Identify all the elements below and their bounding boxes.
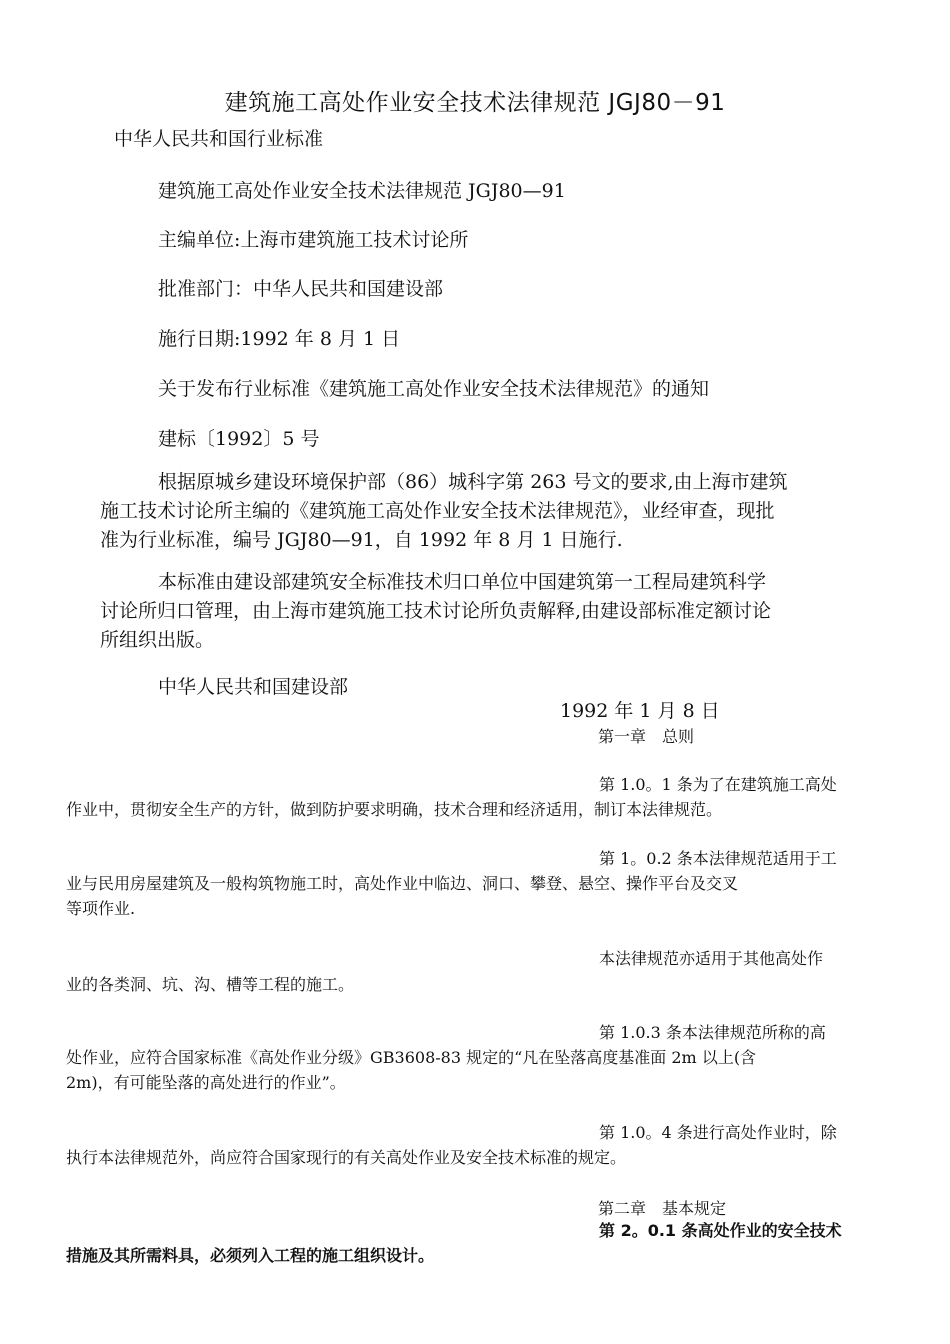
notice-paragraph-2: 本标准由建设部建筑安全标准技术归口单位中国建筑第一工程局建筑科学 讨论所归口管理，由上海市建筑施工技术讨论所负责解释,由建设部标准定额讨论 所组织出版。 <box>100 571 772 651</box>
chapter-2-heading: 第二章 基本规定 <box>598 1199 727 1218</box>
standard-name: 建筑施工高处作业安全技术法律规范 JGJ80—91 <box>158 180 566 202</box>
chapter-1-heading: 第一章 总则 <box>598 727 695 746</box>
article-2-0-1: 第 2。0.1 条高处作业的安全技术 措施及其所需料具，必须列入工程的施工组织设计。 <box>66 1221 842 1265</box>
article-1-0-2-continued: 本法律规范亦适用于其他高处作 业的各类洞、坑、沟、槽等工程的施工。 <box>66 949 824 994</box>
article-1-0-1: 第 1.0。1 条为了在建筑施工高处 作业中，贯彻安全生产的方针，做到防护要求明确，技术合理和经济适用，制订本法律规范。 <box>66 775 837 819</box>
article-1-0-3: 第 1.0.3 条本法律规范所称的高 处作业，应符合国家标准《高处作业分级》GB3608-83 规定的“凡在坠落高度基准面 2m 以上(含 2m)，有可能坠落的高处进行的作业”。 <box>66 1023 826 1092</box>
effective-date: 施行日期:1992 年 8 月 1 日 <box>158 328 401 350</box>
article-1-0-2: 第 1。0.2 条本法律规范适用于工 业与民用房屋建筑及一般构筑物施工时，高处作业中临边、洞口、攀登、悬空、操作平台及交叉 等项作业. <box>66 849 837 918</box>
chief-editor: 主编单位:上海市建筑施工技术讨论所 <box>158 229 469 251</box>
notice-paragraph-1: 根据原城乡建设环境保护部（86）城科字第 263 号文的要求,由上海市建筑 施工技术讨论所主编的《建筑施工高处作业安全技术法律规范》，业经审查，现批 准为行业标准，编号 JGJ80—91，自 1992 年 8 月 1 日施行. <box>100 471 788 551</box>
signing-date: 1992 年 1 月 8 日 <box>560 700 720 722</box>
article-1-0-4: 第 1.0。4 条进行高处作业时，除 执行本法律规范外，尚应符合国家现行的有关高处作业及安全技术标准的规定。 <box>66 1123 837 1167</box>
document-number: 建标〔1992〕5 号 <box>158 428 320 450</box>
approving-department: 批准部门：中华人民共和国建设部 <box>158 278 444 300</box>
document-title: 建筑施工高处作业安全技术法律规范 JGJ80－91 <box>224 90 726 116</box>
notice-title: 关于发布行业标准《建筑施工高处作业安全技术法律规范》的通知 <box>158 378 710 400</box>
signing-authority: 中华人民共和国建设部 <box>158 676 349 698</box>
document-subtitle: 中华人民共和国行业标准 <box>114 128 324 150</box>
